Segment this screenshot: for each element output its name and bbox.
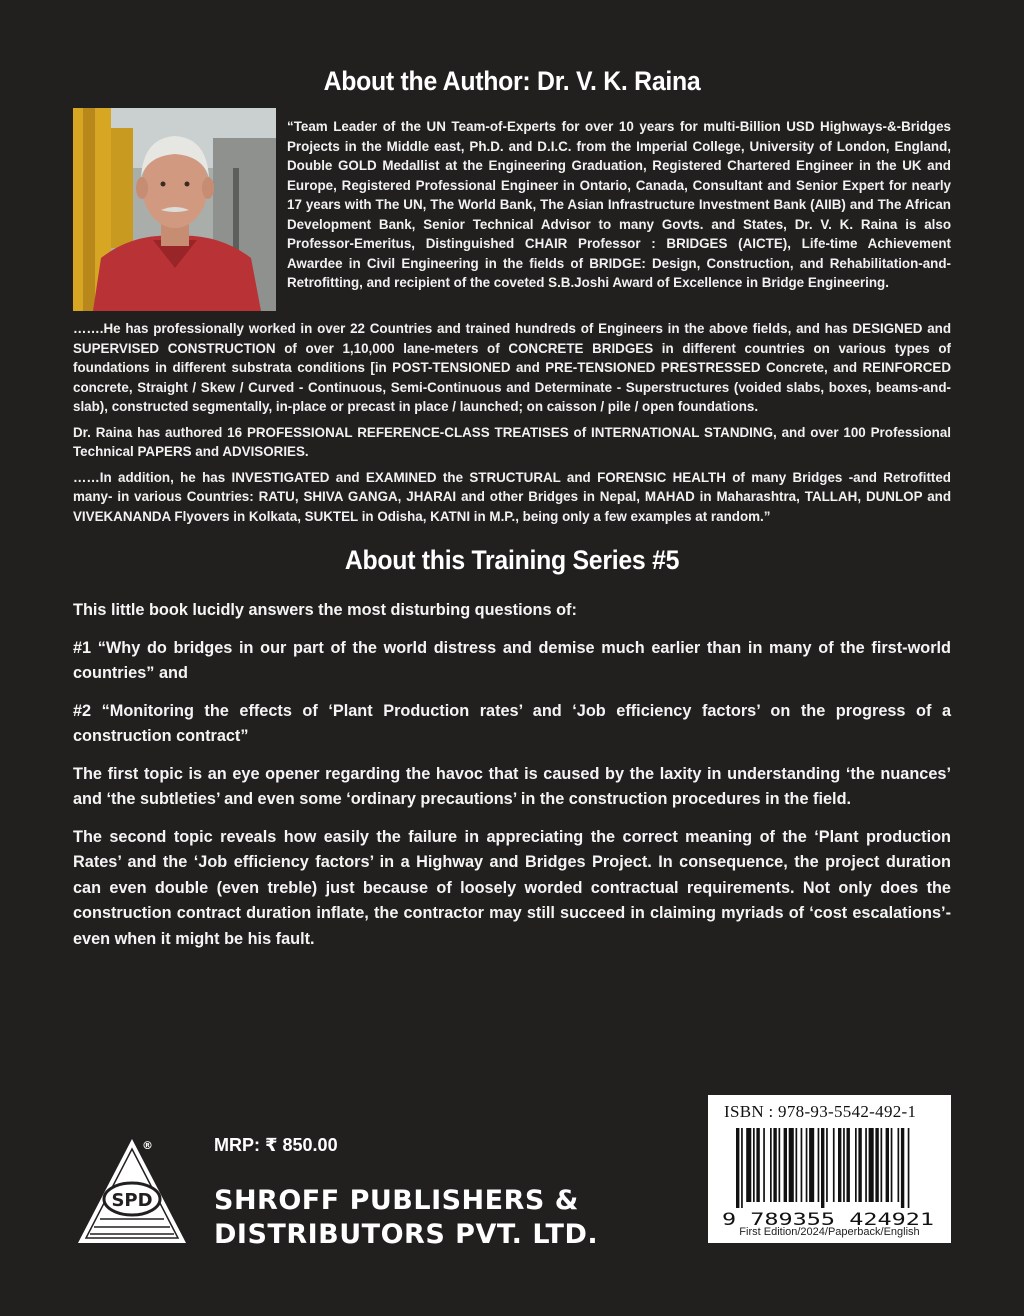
publisher-name-line: SHROFF PUBLISHERS & — [214, 1185, 579, 1216]
barcode-bar — [736, 1128, 739, 1208]
barcode-bar — [809, 1128, 814, 1202]
barcode-icon — [722, 1128, 936, 1226]
publisher-name-line: DISTRIBUTORS PVT. LTD. — [214, 1219, 599, 1250]
price-label: MRP: ₹ 850.00 — [214, 1135, 338, 1155]
barcode-bar — [875, 1128, 878, 1202]
series-paragraph: #1 “Why do bridges in our part of the world distress and demise much earlier than in many of the first-world countries” and — [73, 638, 951, 682]
registered-mark: ® — [142, 1139, 153, 1152]
series-section-title: About this Training Series #5 — [344, 545, 680, 575]
barcode-bar — [801, 1128, 803, 1202]
barcode-bar — [869, 1128, 874, 1202]
barcode-bar — [901, 1128, 904, 1208]
series-paragraph: The second topic reveals how easily the failure in appreciating the correct meaning of the ‘Plant production Rates’ and the ‘Job efficiency factors’ in a Highway and Bridges Project. In consequence, the project duration can even double (even treble) just because of loosely worded contractual requirements. Not only does the construction contract duration inflate, the contractor may still succeed in claiming myriads of ‘cost escalations’- even when it might be his fault. — [73, 827, 951, 948]
barcode-bar — [806, 1128, 808, 1202]
series-description — [73, 598, 951, 964]
barcode-bar — [908, 1128, 910, 1208]
author-bio-continued — [73, 319, 951, 532]
barcode-bar — [741, 1128, 743, 1208]
barcode-bar — [858, 1128, 861, 1202]
barcode-bar — [855, 1128, 857, 1202]
publisher-logo — [74, 1135, 190, 1247]
barcode-bar — [773, 1128, 776, 1202]
barcode-bar — [886, 1128, 889, 1202]
barcode-bar — [821, 1128, 824, 1208]
barcode-bar — [756, 1128, 759, 1202]
barcode-bar — [763, 1128, 765, 1202]
barcode-bar — [789, 1128, 794, 1202]
barcode-bar — [898, 1128, 900, 1202]
barcode-bar — [753, 1128, 755, 1202]
bio-paragraph: ……In addition, he has INVESTIGATED and EXAMINED the STRUCTURAL and FORENSIC HEALTH of many Bridges -and Retrofitted many- in various Countries: RATU, SHIVA GANGA, JHARAI and other Bridges in Nepal, MAHAD in Maharashtra, TALLAH, DUNLOP and VIVEKANANDA Flyovers in Kolkata, SUKTEL in Odisha, KATNI in M.P., being only a few examples at random.” — [73, 469, 951, 524]
author-section-title: About the Author: Dr. V. K. Raina — [323, 66, 701, 96]
isbn-number: ISBN : 978-93-5542-492-1 — [724, 1102, 917, 1121]
author-photo — [73, 108, 276, 311]
barcode-bar — [847, 1128, 850, 1202]
author-photo-illustration — [73, 108, 276, 311]
series-paragraph: #2 “Monitoring the effects of ‘Plant Production rates’ and ‘Job efficiency factors’ on the progress of a construction contract” — [73, 701, 951, 745]
bio-paragraph: Dr. Raina has authored 16 PROFESSIONAL REFERENCE-CLASS TREATISES of INTERNATIONAL STANDING, and over 100 Professional Technical PAPERS and ADVISORIES. — [73, 424, 951, 459]
barcode-bar — [833, 1128, 835, 1202]
barcode-bar — [865, 1128, 867, 1202]
edition-info: First Edition/2024/Paperback/English — [739, 1226, 920, 1238]
barcode-bar — [843, 1128, 845, 1202]
bio-paragraph: …….He has professionally worked in over 22 Countries and trained hundreds of Engineers in the above fields, and has DESIGNED and SUPERVISED CONSTRUCTION of over 1,10,000 lane-meters of CONCRETE BRIDGES in different countries on various types of foundations in different substrata conditions [in POST-TENSIONED and PRE-TENSIONED PRESTRESSED Concrete, and REINFORCED concrete, Straight / Skew / Curved - Continuous, Semi-Continuous and Determinate - Superstructures (voided slabs, boxes, beams-and-slab), constructed segmentally, in-place or precast in place / launched; on caisson / pile / open foundations. — [73, 321, 951, 414]
barcode-bar — [838, 1128, 841, 1202]
barcode-digits: 9 789355 424921 — [722, 1210, 934, 1226]
barcode-bar — [784, 1128, 787, 1202]
spd-logo-icon — [74, 1135, 190, 1247]
barcode-bar — [779, 1128, 781, 1202]
publisher-name — [214, 1184, 598, 1252]
logo-text: SPD — [111, 1190, 153, 1211]
barcode-bar — [796, 1128, 798, 1202]
barcode-bar — [818, 1128, 820, 1202]
series-paragraph: The first topic is an eye opener regarding the havoc that is caused by the laxity in understanding ‘the nuances’ and ‘the subtleties’ and even some ‘ordinary precautions’ in the construction procedures in the field. — [73, 764, 951, 808]
barcode-bar — [770, 1128, 772, 1202]
barcode-bar — [881, 1128, 883, 1202]
barcode-bar — [826, 1128, 828, 1202]
isbn-box — [708, 1095, 951, 1243]
barcode-bar — [746, 1128, 751, 1202]
series-paragraph: This little book lucidly answers the most disturbing questions of: — [73, 601, 577, 619]
barcode-bar — [891, 1128, 893, 1202]
author-bio-main: “Team Leader of the UN Team-of-Experts for over 10 years for multi-Billion USD Highways-&-Bridges Projects in the Middle east, Ph.D. and D.I.C. from the Imperial College, University of London, England, Double GOLD Medallist at the Engineering Graduation, Registered Chartered Engineer in the UK and Europe, Registered Professional Engineer in Ontario, Canada, Consultant and Senior Expert for nearly 17 years with The UN, The World Bank, The Asian Infrastructure Investment Bank (AIIB) and The African Development Bank, Senior Technical Advisor to many Govts. and States, Dr. V. K. Raina is also Professor-Emeritus, Distinguished CHAIR Professor : BRIDGES (AICTE), Life-time Achievement Awardee in Civil Engineering in the fields of BRIDGE: Design, Construction, and Rehabilitation-and-Retrofitting, and recipient of the coveted S.B.Joshi Award of Excellence in Bridge Engineering. — [287, 119, 951, 290]
